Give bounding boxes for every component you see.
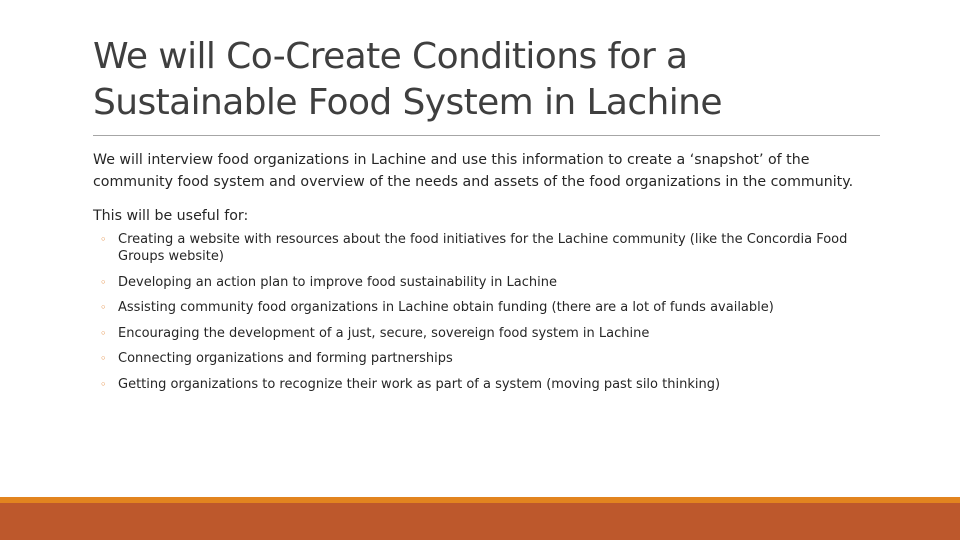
- bullet-icon: ◦: [100, 233, 107, 246]
- intro-paragraph: We will interview food organizations in Lachine and use this information to create a ‘snapshot’ of the community food system and overview of the needs and assets of the food organizations in the community.: [93, 152, 854, 190]
- slide-title-line-1: We will Co-Create Conditions for a: [93, 36, 688, 77]
- bullet-list: [93, 231, 873, 393]
- slide-title: [93, 34, 873, 126]
- slide-body: [93, 149, 873, 401]
- list-item: [93, 350, 873, 367]
- list-item: [93, 299, 873, 316]
- lead-text: This will be useful for:: [93, 208, 249, 224]
- bullet-icon: ◦: [100, 301, 107, 314]
- bullet-icon: ◦: [100, 326, 107, 340]
- title-divider: [93, 135, 880, 136]
- list-item-text: Assisting community food organizations in Lachine obtain funding (there are a lot of funds available): [118, 300, 774, 315]
- list-item: [93, 231, 873, 265]
- bullet-icon: ◦: [100, 352, 107, 365]
- list-item-text: Connecting organizations and forming partnerships: [118, 351, 453, 366]
- list-item-text: Encouraging the development of a just, secure, sovereign food system in Lachine: [118, 325, 650, 341]
- list-item: [93, 274, 873, 291]
- bullet-icon: ◦: [100, 377, 107, 391]
- list-item: [93, 376, 873, 393]
- list-item: [93, 325, 873, 342]
- list-item-text: Developing an action plan to improve food sustainability in Lachine: [118, 274, 557, 290]
- bullet-icon: ◦: [100, 275, 107, 289]
- footer-band: [0, 503, 960, 540]
- slide-title-line-2: Sustainable Food System in Lachine: [93, 82, 722, 123]
- list-item-text: Getting organizations to recognize their work as part of a system (moving past silo thinking): [118, 376, 721, 392]
- list-item-text: Creating a website with resources about the food initiatives for the Lachine community (like the Concordia Food Groups website): [118, 232, 848, 264]
